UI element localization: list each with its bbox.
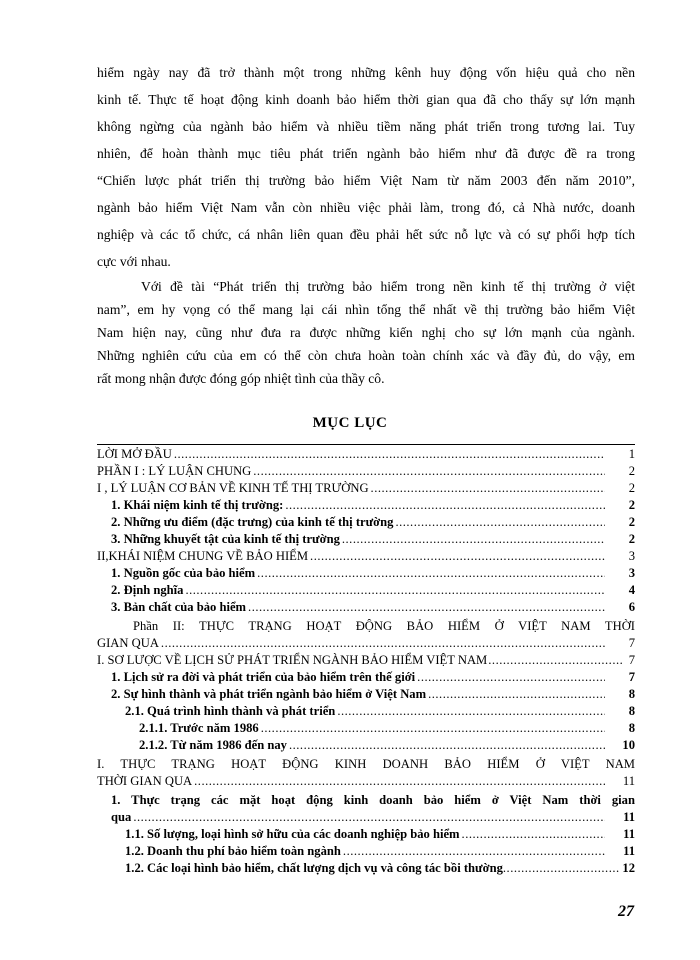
toc-entry[interactable]: 2.1.1. Trước năm 1986 ..... 8 bbox=[97, 720, 635, 736]
toc-entry-line[interactable]: Phần II: THỰC TRẠNG HOẠT ĐỘNG BẢO HIỂM Ở VIỆT NAM THỜI bbox=[133, 619, 635, 633]
text-line: ngành bảo hiểm Việt Nam vẫn còn nhiều việc phải làm, trong đó, cả Nhà nước, doanh bbox=[97, 200, 635, 215]
toc-top-rule bbox=[97, 444, 635, 445]
toc-title: MỤC LỤC bbox=[312, 415, 388, 431]
toc-entry[interactable]: 2. Những ưu điểm (đặc trưng) của kinh tế thị trường ..... 2 bbox=[97, 514, 635, 530]
toc-entry[interactable]: 3. Những khuyết tật của kinh tế thị trường ..... 2 bbox=[97, 531, 635, 547]
text-line: Những nghiên cứu của em có thể còn chưa hoàn toàn chính xác và đầy đủ, do vậy, em bbox=[97, 348, 635, 363]
text-line: Với đề tài “Phát triển thị trường bảo hiểm trong nền kinh tế thị trường ở việt bbox=[141, 279, 635, 294]
text-line: “Chiến lược phát triển thị trường bảo hiểm Việt Nam từ năm 2003 đến năm 2010”, bbox=[97, 173, 635, 188]
text-line: rất mong nhận được đóng góp nhiệt tình của thầy cô. bbox=[97, 371, 385, 386]
text-line: kinh tế. Thực tế hoạt động kinh doanh bảo hiểm thời gian qua đã cho thấy sự lớn mạnh bbox=[97, 92, 635, 107]
toc-entry[interactable]: PHẦN I : LÝ LUẬN CHUNG ..... 2 bbox=[97, 463, 635, 479]
text-line: nghiệp và các tổ chức, cá nhân liên quan đều phải hết sức nỗ lực và có sự phối hợp tích bbox=[97, 227, 635, 242]
toc-entry[interactable]: 3. Bản chất của bảo hiểm ..... 6 bbox=[97, 599, 635, 615]
toc-entry-line[interactable]: 1. Thực trạng các mặt hoạt động kinh doanh bảo hiểm ở Việt Nam thời gian bbox=[111, 793, 635, 807]
toc-entry[interactable]: 1. Nguồn gốc của bảo hiểm ..... 3 bbox=[97, 565, 635, 581]
toc-entry[interactable]: 2.1. Quá trình hình thành và phát triển ..... 8 bbox=[97, 703, 635, 719]
toc-entry[interactable]: I. SƠ LƯỢC VỀ LỊCH SỬ PHÁT TRIỂN NGÀNH BẢO HIỂM VIỆT NAM ..... 7 bbox=[97, 652, 635, 668]
toc-entry[interactable]: THỜI GIAN QUA ..... 11 bbox=[97, 773, 635, 789]
toc-entry[interactable]: 2.1.2. Từ năm 1986 đến nay ..... 10 bbox=[97, 737, 635, 753]
toc-entry[interactable]: II,KHÁI NIỆM CHUNG VỀ BẢO HIỂM ..... 3 bbox=[97, 548, 635, 564]
toc-entry[interactable]: 1. Lịch sử ra đời và phát triển của bảo hiểm trên thế giới ..... 7 bbox=[97, 669, 635, 685]
text-line: nhiên, để hoàn thành mục tiêu phát triển ngành bảo hiểm như đã được đề ra trong bbox=[97, 146, 635, 161]
page-number: 27 bbox=[618, 903, 634, 920]
toc-entry[interactable]: LỜI MỞ ĐẦU ..... 1 bbox=[97, 446, 635, 462]
text-line: hiểm ngày nay đã trở thành một trong những kênh huy động vốn hiệu quả cho nền bbox=[97, 65, 635, 80]
toc-entry[interactable]: I , LÝ LUẬN CƠ BẢN VỀ KINH TẾ THỊ TRƯỜNG ..... 2 bbox=[97, 480, 635, 496]
toc-entry[interactable]: qua ..... 11 bbox=[97, 809, 635, 825]
toc-entry[interactable]: 1. Khái niệm kinh tế thị trường: ..... 2 bbox=[97, 497, 635, 513]
text-line: Nam hiện nay, cũng như đưa ra được những kiến nghị cho sự lớn mạnh của ngành. bbox=[97, 325, 635, 340]
toc-entry[interactable]: 2. Định nghĩa ..... 4 bbox=[97, 582, 635, 598]
toc-entry[interactable]: GIAN QUA ..... 7 bbox=[97, 635, 635, 651]
toc-entry[interactable]: 1.2. Các loại hình bảo hiểm, chất lượng dịch vụ và công tác bồi thường ..... 12 bbox=[97, 860, 635, 876]
toc-entry[interactable]: 2. Sự hình thành và phát triển ngành bảo hiểm ở Việt Nam ..... 8 bbox=[97, 686, 635, 702]
toc-entry[interactable]: 1.2. Doanh thu phí bảo hiểm toàn ngành ..... 11 bbox=[97, 843, 635, 859]
toc-entry[interactable]: 1.1. Số lượng, loại hình sở hữu của các doanh nghiệp bảo hiểm ..... 11 bbox=[97, 826, 635, 842]
toc-entry-line[interactable]: I. THỰC TRẠNG HOẠT ĐỘNG KINH DOANH BẢO HIỂM Ở VIỆT NAM bbox=[97, 757, 635, 771]
text-line: không ngừng của ngành bảo hiểm và nhiều tiềm năng phát triển trong tương lai. Tuy bbox=[97, 119, 635, 134]
text-line: cực với nhau. bbox=[97, 254, 171, 269]
text-line: nam”, em hy vọng có thể mang lại cái nhìn tổng thể nhất về thị trường bảo hiểm Việt bbox=[97, 302, 635, 317]
